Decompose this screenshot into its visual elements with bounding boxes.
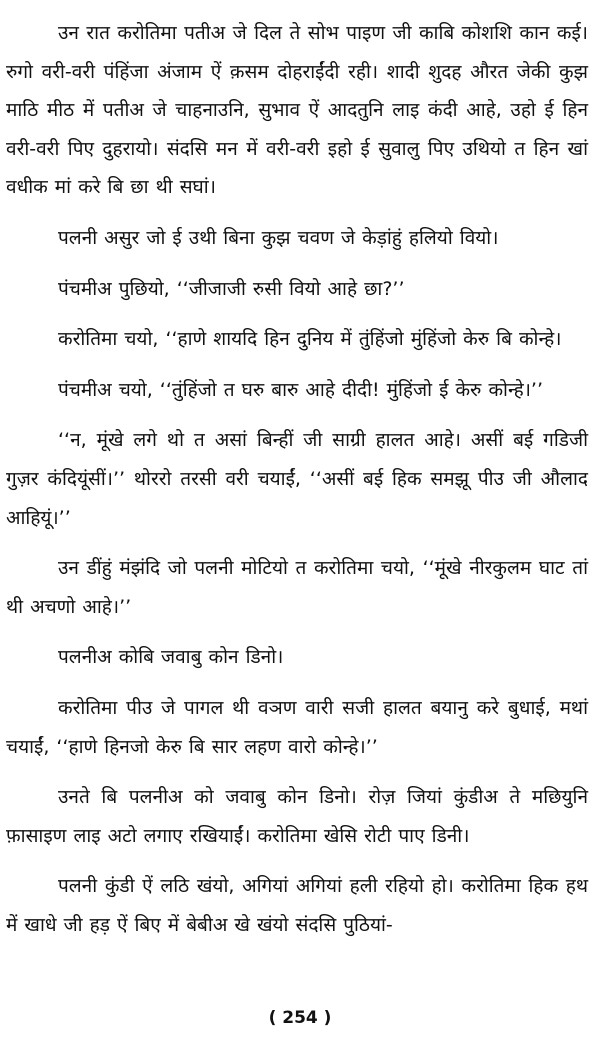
paragraph-7: उन डींहुं मंझंदि जो पलनी मोटियो त करोतिमा चयो, ‘‘मूंखे नीरकुलम घाट तां थी अचणो आहे।’’ <box>6 557 588 618</box>
paragraph-11: पलनी कुंडी ऐं लठि खंयो, अगियां अगियां हली रहियो हो। करोतिमा हिक हथ में खाधे जी हड़ ऐं बिए में बेबीअ खे खंयो संदसि पुठियां- <box>6 875 588 936</box>
page-body <box>6 14 588 956</box>
paragraph-10: उनते बि पलनीअ को जवाबु कोन डिनो। रोज़ जियां कुंडीअ ते मछियुनि फ़ासाइण लाइ अटो लगाए रखियाईं। करोतिमा खेसि रोटी पाए डिनी। <box>6 786 588 847</box>
paragraph-3: पंचमीअ पुछियो, ‘‘जीजाजी रुसी वियो आहे छा?’’ <box>58 277 405 300</box>
paragraph-8: पलनीअ कोबि जवाबु कोन डिनो। <box>58 646 284 669</box>
paragraph-4: करोतिमा चयो, ‘‘हाणे शायदि हिन दुनिय में तुंहिंजो मुंहिंजो केरु बि कोन्हे। <box>58 328 562 351</box>
paragraph-1: उन रात करोतिमा पतीअ जे दिल ते सोभ पाइण जी काबि कोशशि कान कई। रुगो वरी-वरी पंहिंजा अंजाम ऐं क़सम दोहराईंदी रही। शादी शुदह औरत जेकी कुझ माठि मीठ में पतीअ जे चाहनाउनि, सुभाव ऐं आदतुनि लाइ कंदी आहे, उहो ई हिन वरी-वरी पिए दुहरायो। संदसि मन में वरी-वरी इहो ई सुवालु पिए उथियो त हिन खां वधीक मां करे बि छा थी सघां। <box>6 22 588 199</box>
paragraph-5: पंचमीअ चयो, ‘‘तुंहिंजो त घरु बारु आहे दीदी! मुंहिंजो ई केरु कोन्हे।’’ <box>58 378 544 401</box>
paragraph-6: ‘‘न, मूंखे लगे थो त असां बिन्हीं जी साग्री हालत आहे। असीं बई गडिजी गुज़र कंदियूंसीं।’’ थोररो तरसी वरी चयाईं, ‘‘असीं बई हिक समझू पीउ जी औलाद आहियूं।’’ <box>6 429 588 529</box>
paragraph-2: पलनी असुर जो ई उथी बिना कुझ चवण जे केड़ांहुं हलियो वियो। <box>58 226 499 249</box>
page-number: ( 254 ) <box>268 1008 332 1028</box>
paragraph-9: करोतिमा पीउ जे पागल थी वञण वारी सजी हालत बयानु करे बुधाई, मथां चयाईं, ‘‘हाणे हिनजो केरु बि सार लहण वारो कोन्हे।’’ <box>6 696 588 758</box>
